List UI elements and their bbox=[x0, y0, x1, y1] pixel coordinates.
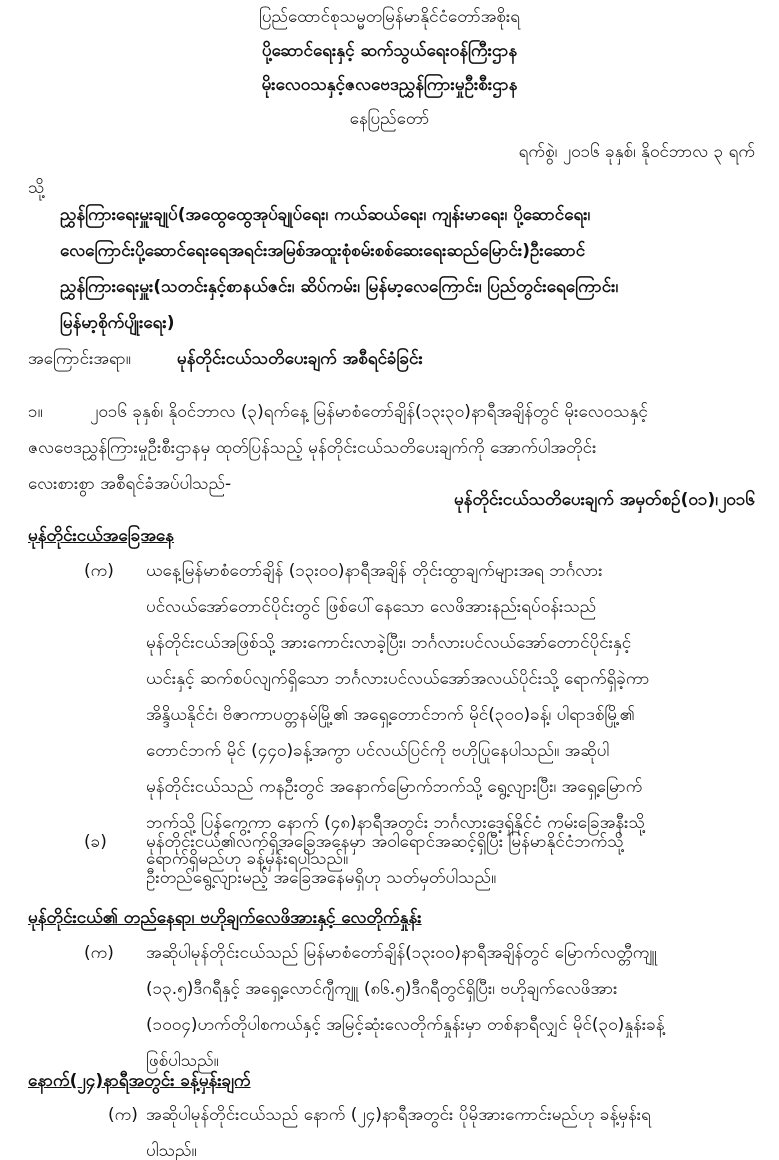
letterhead-department: မိုးလေဝသနှင့်ဇလဗေဒညွှန်ကြားမှုဦးစီးဌာန bbox=[261, 75, 518, 95]
paragraph-line: ဇလဗေဒညွှန်ကြားမှုဦးစီးဌာနမှ ထုတ်ပြန်သည့် မုန်တိုင်းငယ်သတိပေးချက်ကို အောက်ပါအတိုင်း bbox=[28, 438, 597, 458]
paragraph-line: ၂၀၁၆ ခုနှစ်၊ နိုဝင်ဘာလ (၃)ရက်နေ့ မြန်မာစံတော်ချိန်(၁၃း၃၀)နာရီအချိန်တွင် မိုးလေဝသနှင့် bbox=[90, 402, 648, 422]
item-line: တောင်ဘက် မိုင် (၄၄၀)ခန့်အကွာ ပင်လယ်ပြင်ကို ဗဟိုပြုနေပါသည်။ အဆိုပါ bbox=[146, 741, 610, 761]
item-line: မုန်တိုင်းငယ်သည် ကနဦးတွင် အနောက်မြောက်ဘက်သို့ ရွေ့လျားပြီး၊ အရှေ့မြောက် bbox=[146, 777, 643, 797]
item-line: ယနေ့မြန်မာစံတော်ချိန် (၁၃း၀၀)နာရီအချိန် တိုင်းထွာချက်များအရ ဘင်္ဂလား bbox=[146, 561, 603, 581]
item-text bbox=[146, 935, 665, 1079]
item-line: အဆိုပါမုန်တိုင်းငယ်သည် နောက် (၂၄)နာရီအတွင်း ပိုမိုအားကောင်းမည်ဟု ခန့်မှန်းရ bbox=[146, 1105, 651, 1125]
item-line: မုန်တိုင်းငယ်၏လက်ရှိအခြေအနေမှာ အဝါရောင်အဆင့်ရှိပြီး မြန်မာနိုင်ငံဘက်သို့ bbox=[146, 832, 624, 852]
item-line: ပါသည်။ bbox=[146, 1141, 197, 1160]
section-heading-location: မုန်တိုင်းငယ်၏ တည်နေရာ၊ ဗဟိုချက်လေဖိအားနှင့် လေတိုက်နှုန်း bbox=[28, 908, 422, 928]
item-line: ဦးတည်ရွေ့လျားမည့် အခြေအနေမရှိဟု သတ်မှတ်ပါသည်။ bbox=[146, 868, 497, 888]
subject-line bbox=[28, 341, 423, 377]
item-line: ယင်းနှင့် ဆက်စပ်လျက်ရှိသော ဘင်္ဂလားပင်လယ်အော်အလယ်ပိုင်းသို့ ရောက်ရှိခဲ့ကာ bbox=[146, 669, 650, 689]
item-label: (ခ) bbox=[84, 832, 107, 852]
item-text bbox=[146, 1097, 651, 1160]
paragraph-number: ၁။ bbox=[28, 402, 43, 422]
section-heading-condition: မုန်တိုင်းငယ်အခြေအနေ bbox=[28, 526, 174, 546]
item-line: မုန်တိုင်းငယ်အဖြစ်သို့ အားကောင်းလာခဲ့ပြီး၊ ဘင်္ဂလားပင်လယ်အော်တောင်ပိုင်းနှင့် bbox=[146, 633, 632, 653]
to-label: သို့ bbox=[28, 178, 45, 198]
bulletin-heading: မုန်တိုင်းငယ်သတိပေးချက် အမှတ်စဉ်(၀၁)၊၂၀၁၆ bbox=[453, 490, 755, 510]
item-line: ဖြစ်ပါသည်။ bbox=[146, 1051, 219, 1071]
paragraph-line: လေးစားစွာ အစီရင်ခံအပ်ပါသည်- bbox=[28, 474, 232, 494]
document-date: ရက်စွဲ၊ ၂၀၁၆ ခုနှစ်၊ နိုဝင်ဘာလ ၃ ရက် bbox=[518, 142, 755, 162]
subject-text: မုန်တိုင်းငယ်သတိပေးချက် အစီရင်ခံခြင်း bbox=[176, 349, 423, 369]
item-line: ရောက်ရှိမည်ဟု ခန့်မှန်းရပါသည်။ bbox=[146, 849, 349, 869]
letterhead bbox=[0, 0, 779, 136]
item-text bbox=[146, 824, 624, 896]
list-item bbox=[28, 824, 768, 898]
recipients-line: ညွှန်ကြားရေးမှူး(သတင်းနှင့်စာနယ်ဇင်း၊ ဆိပ်ကမ်း၊ မြန်မာ့လေကြောင်း၊ ပြည်တွင်းရေကြောင်း၊ bbox=[60, 277, 619, 297]
recipients-line: မြန်မာ့စိုက်ပျိုးရေး) bbox=[60, 313, 175, 333]
recipients bbox=[60, 197, 760, 341]
item-line: အိန္ဒိယနိုင်ငံ၊ ဗိဇာကာပတ္တနမ်မြို့၏ အရှေ့တောင်ဘက် မိုင်(၃၀၀)ခန့်၊ ပါရာဒစ်မြို့၏ bbox=[146, 705, 635, 725]
item-label: (က) bbox=[108, 1105, 138, 1125]
item-line: (၁၀၀၄)ဟက်တိုပါစကယ်နှင့် အမြင့်ဆုံးလေတိုက်နှုန်းမှာ တစ်နာရီလျှင် မိုင်(၃၀)နှုန်းခန့် bbox=[146, 1015, 665, 1035]
item-line: ပင်လယ်အော်တောင်ပိုင်းတွင် ဖြစ်ပေါ်နေသော လေဖိအားနည်းရပ်ဝန်းသည် bbox=[146, 597, 597, 617]
letterhead-city: နေပြည်တော် bbox=[349, 109, 430, 129]
letterhead-government: ပြည်ထောင်စုသမ္မတမြန်မာနိုင်ငံတော်အစိုးရ bbox=[258, 7, 521, 27]
recipients-line: လေကြောင်းပို့ဆောင်ရေးရေအရင်းအမြစ်အထူးစုံစမ်းစစ်ဆေးရေးဆည်မြောင်း)ဦးဆောင် bbox=[60, 241, 586, 261]
item-line: ဘက်သို့ ပြန်ကွေ့ကာ နောက် (၄၈)နာရီအတွင်း ဘင်္ဂလားဒေ့ရှ်နိုင်ငံ ကမ်းခြေအနီးသို့ bbox=[146, 813, 645, 833]
section-heading-forecast: နောက်(၂၄)နာရီအတွင်း ခန့်မှန်းချက် bbox=[28, 1071, 251, 1091]
letterhead-ministry: ပို့ဆောင်ရေးနှင့် ဆက်သွယ်ရေးဝန်ကြီးဌာန bbox=[261, 41, 518, 61]
recipients-line: ညွှန်ကြားရေးမှူးချုပ်(အထွေထွေအုပ်ချုပ်ရေး၊ ကယ်ဆယ်ရေး၊ ကျန်းမာရေး၊ ပို့ဆောင်ရေး၊ bbox=[60, 205, 591, 225]
subject-label: အကြောင်းအရာ။ bbox=[28, 349, 131, 369]
item-label: (က) bbox=[84, 561, 114, 581]
item-line: အဆိုပါမုန်တိုင်းငယ်သည် မြန်မာစံတော်ချိန်(၁၃း၀၀)နာရီအချိန်တွင် မြောက်လတ္တီကျူ bbox=[146, 943, 658, 963]
list-item bbox=[28, 935, 768, 1081]
item-line: (၁၃.၅)ဒီဂရီနှင့် အရှေ့လောင်ဂျီကျူ (၈၆.၅)ဒီဂရီတွင်ရှိပြီး၊ ဗဟိုချက်လေဖိအား bbox=[146, 979, 618, 999]
list-item bbox=[28, 1097, 768, 1160]
item-label: (က) bbox=[84, 943, 114, 963]
